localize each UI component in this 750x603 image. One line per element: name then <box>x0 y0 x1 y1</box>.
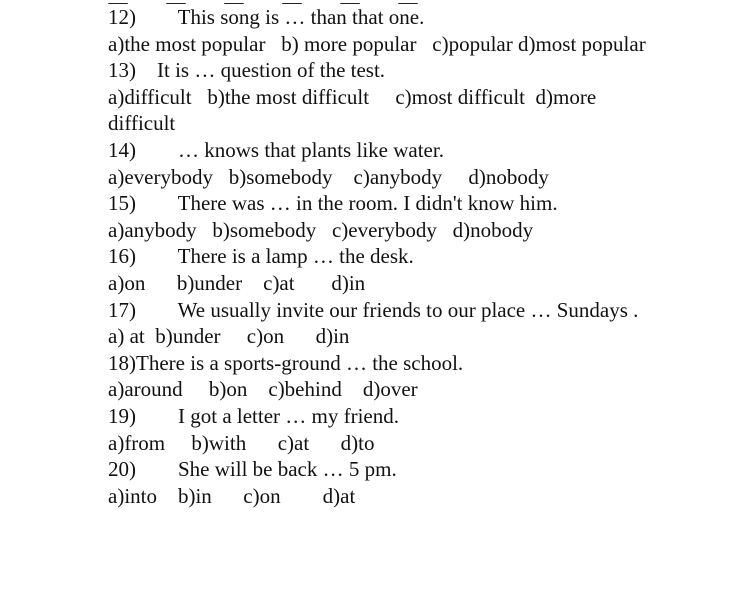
question-list <box>108 4 748 509</box>
question-14: 14) … knows that plants like water. <box>108 137 444 162</box>
options-15: a)anybody b)somebody c)everybody d)nobody <box>108 217 534 242</box>
options-16: a)on b)under c)at d)in <box>108 270 366 295</box>
options-18: a)around b)on c)behind d)over <box>108 377 418 402</box>
question-17: 17) We usually invite our friends to our place … Sundays . <box>108 297 639 322</box>
question-19: 19) I got a letter … my friend. <box>108 403 400 428</box>
options-13: a)difficult b)the most difficult c)most difficult d)more <box>108 84 597 109</box>
options-19: a)from b)with c)at d)to <box>108 430 375 455</box>
question-12: 12) This song is … than that one. <box>108 5 425 29</box>
options-12: a)the most popular b) more popular c)popular d)most popular <box>108 31 646 56</box>
question-20: 20) She will be back … 5 pm. <box>108 457 397 482</box>
options-13-continued: difficult <box>108 111 176 136</box>
question-13: 13) It is … question of the test. <box>108 58 386 83</box>
question-18: 18)There is a sports-ground … the school. <box>108 350 464 375</box>
options-20: a)into b)in c)on d)at <box>108 483 356 508</box>
question-16: 16) There is a lamp … the desk. <box>108 244 414 269</box>
options-14: a)everybody b)somebody c)anybody d)nobody <box>108 164 549 189</box>
question-15: 15) There was … in the room. I didn't know him. <box>108 191 558 216</box>
options-17: a) at b)under c)on d)in <box>108 324 350 349</box>
